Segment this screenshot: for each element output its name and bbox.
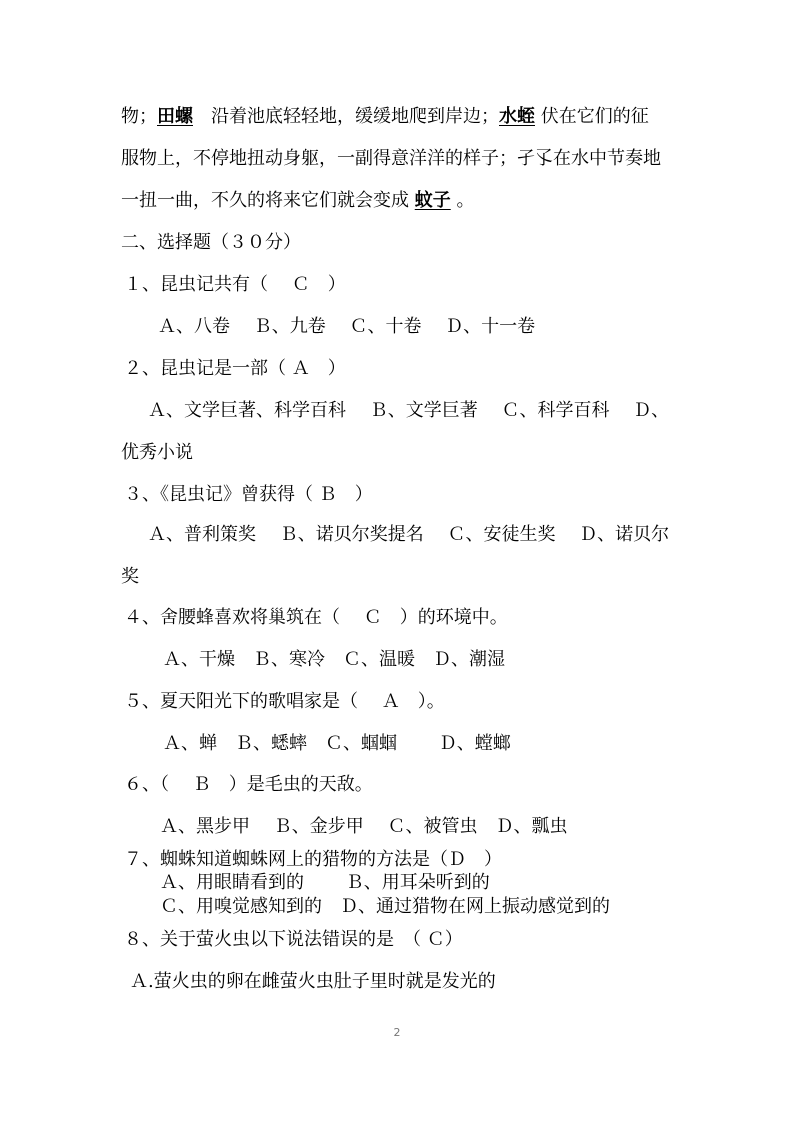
passage-line-1 (121, 105, 649, 129)
question-6-options: Ａ、黑步甲 Ｂ、金步甲 Ｃ、被管虫 Ｄ、瓢虫 (160, 816, 568, 837)
question-4-options: Ａ、干燥 Ｂ、寒冷 Ｃ、温暖 Ｄ、潮湿 (163, 649, 505, 670)
question-2-options: Ａ、文学巨著、科学百科 Ｂ、文学巨著 Ｃ、科学百科 Ｄ、 (148, 400, 670, 421)
question-2-options-cont: 优秀小说 (121, 442, 193, 463)
question-8-option-a: Ａ.萤火虫的卵在雌萤火虫肚子里时就是发光的 (130, 971, 496, 992)
passage-text: 伏在它们的征 (535, 106, 649, 127)
passage-text: 一扭一曲，不久的将来它们就会变成 (121, 190, 415, 211)
question-2-stem: ２、昆虫记是一部（ Ａ ） (124, 358, 346, 379)
answer-blank-wenzi: 蚊子 (414, 190, 451, 211)
answer-blank-shuizhi: 水蛭 (499, 106, 535, 127)
page-number: 2 (393, 1026, 401, 1039)
question-7-stem: ７、蜘蛛知道蜘蛛网上的猎物的方法是（Ｄ ） (124, 849, 502, 870)
question-5-stem: ５、夏天阳光下的歌唱家是（ Ａ ）。 (124, 691, 445, 712)
question-3-options: Ａ、普利策奖 Ｂ、诺贝尔奖提名 Ｃ、安徒生奖 Ｄ、诺贝尔 (148, 524, 670, 545)
question-1-options: Ａ、八卷 Ｂ、九卷 Ｃ、十卷 Ｄ、十一卷 (158, 316, 536, 337)
passage-line-2: 服物上，不停地扭动身躯，一副得意洋洋的样子；孑孓在水中节奏地 (121, 148, 661, 169)
passage-text: 。 (450, 190, 475, 211)
question-1-stem: １、昆虫记共有（ Ｃ ） (124, 274, 346, 295)
section-title: 二、选择题（３０分） (121, 232, 301, 253)
passage-text: 沿着池底轻轻地，缓缓地爬到岸边； (193, 106, 499, 127)
passage-text: 物； (121, 106, 157, 127)
question-8-stem: ８、关于萤火虫以下说法错误的是 （ Ｃ） (124, 929, 463, 950)
answer-blank-tianluo: 田螺 (157, 106, 193, 127)
question-3-options-cont: 奖 (121, 566, 139, 587)
question-4-stem: ４、舍腰蜂喜欢将巢筑在（ Ｃ ）的环境中。 (124, 607, 508, 628)
question-6-stem: ６、（ Ｂ ）是毛虫的天敌。 (124, 774, 373, 795)
question-5-options: Ａ、蝉 Ｂ、蟋蟀 Ｃ、蝈蝈 Ｄ、螳螂 (163, 733, 511, 754)
question-7-options-cont: Ｃ、用嗅觉感知到的 Ｄ、通过猎物在网上振动感觉到的 (160, 896, 610, 917)
question-7-options: Ａ、用眼睛看到的 Ｂ、用耳朵听到的 (160, 872, 490, 893)
passage-line-3 (121, 189, 474, 213)
question-3-stem: ３、《昆虫记》曾获得（ Ｂ ） (124, 484, 373, 505)
